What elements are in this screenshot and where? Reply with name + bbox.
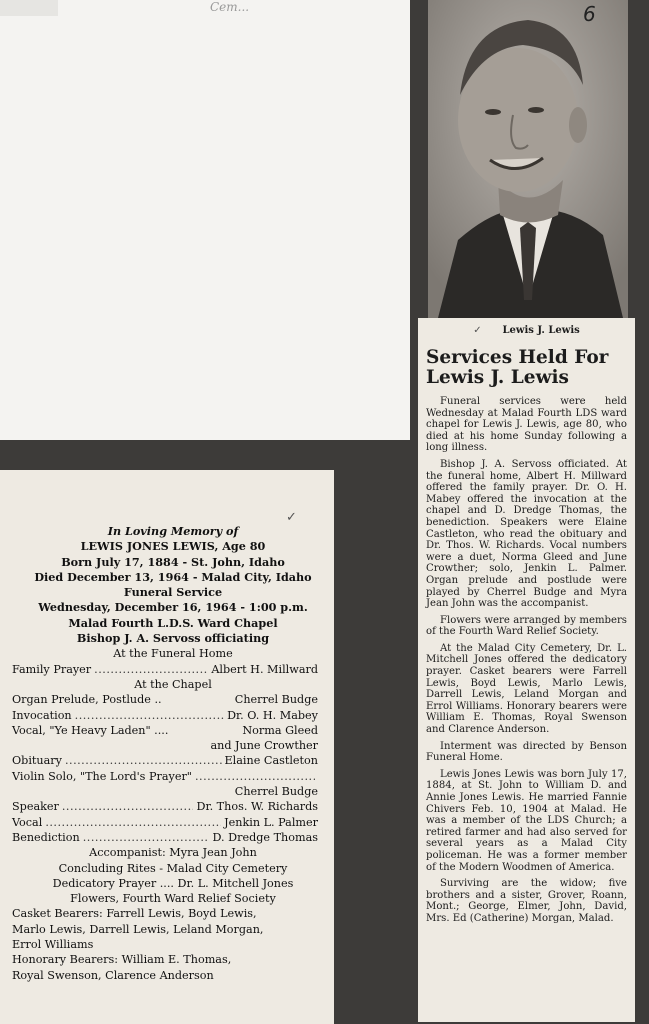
article-paragraph: Funeral services were held Wednesday at Malad Fourth LDS ward chapel for Lewis J. Lewis, age 80, who died at his home Sunday following a long illness. <box>426 396 627 454</box>
article-paragraph: Lewis Jones Lewis was born July 17, 1884, at St. John to William D. and Annie Jones Lewis. He married Fannie Chivers Feb. 10, 1904 at Malad. He was a member of the LDS Church; a retired farmer and had also served for several years as a Malad City policeman. He was a former member of the Modern Woodmen of America. <box>426 768 627 873</box>
row-label: Obituary <box>12 754 62 768</box>
article-paragraph: Flowers were arranged by members of the Fourth Ward Relief Society. <box>426 614 627 638</box>
program-row-violin <box>0 769 334 784</box>
honorary-bearers-2: Royal Swenson, Clarence Anderson <box>12 968 214 982</box>
died-line: Died December 13, 1964 - Malad City, Idaho <box>34 569 312 584</box>
pencil-scribble: Cem... <box>210 0 250 14</box>
program-row-vocal-solo <box>0 815 334 830</box>
photo-caption <box>426 325 627 336</box>
program-row-obituary <box>0 753 334 768</box>
row-name: D. Dredge Thomas <box>212 830 318 844</box>
program-row-invocation <box>0 708 334 723</box>
newspaper-article <box>418 318 635 1022</box>
row-label: Vocal <box>12 815 43 829</box>
funeral-program-card <box>0 470 334 1024</box>
service-date: Wednesday, December 16, 1964 - 1:00 p.m. <box>38 600 308 615</box>
check-mark: ✓ <box>286 510 297 525</box>
row-name: Albert H. Millward <box>211 662 318 676</box>
program-row-family-prayer <box>0 662 334 677</box>
row-label: Vocal, "Ye Heavy Laden" .... <box>12 723 169 737</box>
at-funeral-home-heading: At the Funeral Home <box>113 647 233 661</box>
check-mark: ✓ <box>473 325 482 336</box>
article-paragraph: Surviving are the widow; five brothers and a sister, Grover, Roann, Mont.; George, Elmer, John, David, Mrs. Ed (Catherine) Morgan, Malad. <box>426 878 627 924</box>
officiating-bishop: Bishop J. A. Servoss officiating <box>76 631 270 646</box>
caption-text: Lewis J. Lewis <box>502 325 580 336</box>
paper-tab <box>0 0 58 16</box>
row-name: Dr. Thos. W. Richards <box>196 800 318 814</box>
casket-bearers-1: Casket Bearers: Farrell Lewis, Boyd Lewis, <box>12 907 257 921</box>
program-row-vocal-duet-cont: and June Crowther <box>210 739 318 753</box>
concluding-rites: Concluding Rites - Malad City Cemetery <box>58 861 288 875</box>
portrait-image <box>428 0 628 318</box>
row-name: Dr. O. H. Mabey <box>227 708 318 722</box>
program-row-speaker <box>0 799 334 814</box>
in-loving-memory: In Loving Memory of <box>107 524 239 538</box>
article-paragraph: At the Malad City Cemetery, Dr. L. Mitchell Jones offered the dedicatory prayer. Casket bearers were Farrell Lewis, Boyd Lewis, Marlo Lewis, Darrell Lewis, Leland Morgan and Errol Williams. Honorary bearers were William E. Thomas, Royal Swenson and Clarence Anderson. <box>426 642 627 736</box>
row-label: Organ Prelude, Postlude .. <box>12 693 162 707</box>
article-paragraph: Interment was directed by Benson Funeral Home. <box>426 740 627 764</box>
row-name: Elaine Castleton <box>224 754 318 768</box>
article-headline: Services Held For Lewis J. Lewis <box>426 347 609 388</box>
handwritten-page-number: 6 <box>583 2 596 26</box>
row-label: Violin Solo, "The Lord's Prayer" <box>12 769 192 783</box>
honorary-bearers-1: Honorary Bearers: William E. Thomas, <box>12 953 232 967</box>
accompanist-line: Accompanist: Myra Jean John <box>89 846 257 860</box>
row-label: Invocation <box>12 708 72 722</box>
chapel-name: Malad Fourth L.D.S. Ward Chapel <box>68 615 278 630</box>
at-chapel-heading: At the Chapel <box>134 677 212 691</box>
dedicatory-prayer: Dedicatory Prayer .... Dr. L. Mitchell Jones <box>52 876 294 890</box>
deceased-name: LEWIS JONES LEWIS, Age 80 <box>80 539 266 554</box>
program-row-vocal-duet <box>0 723 334 738</box>
flowers-line: Flowers, Fourth Ward Relief Society <box>70 892 276 906</box>
row-name: Cherrel Budge <box>234 693 318 707</box>
program-row-violin-name: Cherrel Budge <box>234 785 318 799</box>
born-line: Born July 17, 1884 - St. John, Idaho <box>61 554 285 569</box>
row-label: Speaker <box>12 800 59 814</box>
row-label: Family Prayer <box>12 662 92 676</box>
casket-bearers-3: Errol Williams <box>12 938 94 952</box>
article-paragraph: Bishop J. A. Servoss officiated. At the funeral home, Albert H. Millward offered the family prayer. Dr. O. H. Mabey offered the invocation at the chapel and D. Dredge Thomas, the benediction. Speakers were Elaine Castleton, who read the obituary and Dr. Thos. W. Richards. Vocal numbers were a duet, Norma Gleed and June Crowther; solo, Jenkin L. Palmer. Organ prelude and postlude were played by Cherrel Budge and Myra Jean John was the accompanist. <box>426 458 627 610</box>
row-name: Jenkin L. Palmer <box>224 815 318 829</box>
program-row-organ <box>0 692 334 707</box>
row-label: Benediction <box>12 830 80 844</box>
casket-bearers-2: Marlo Lewis, Darrell Lewis, Leland Morgan, <box>12 922 264 936</box>
portrait-photo <box>428 0 628 318</box>
row-name: Norma Gleed <box>242 723 318 737</box>
program-row-benediction <box>0 830 334 845</box>
blank-paper-sheet <box>0 0 410 440</box>
funeral-service-heading: Funeral Service <box>123 585 223 600</box>
